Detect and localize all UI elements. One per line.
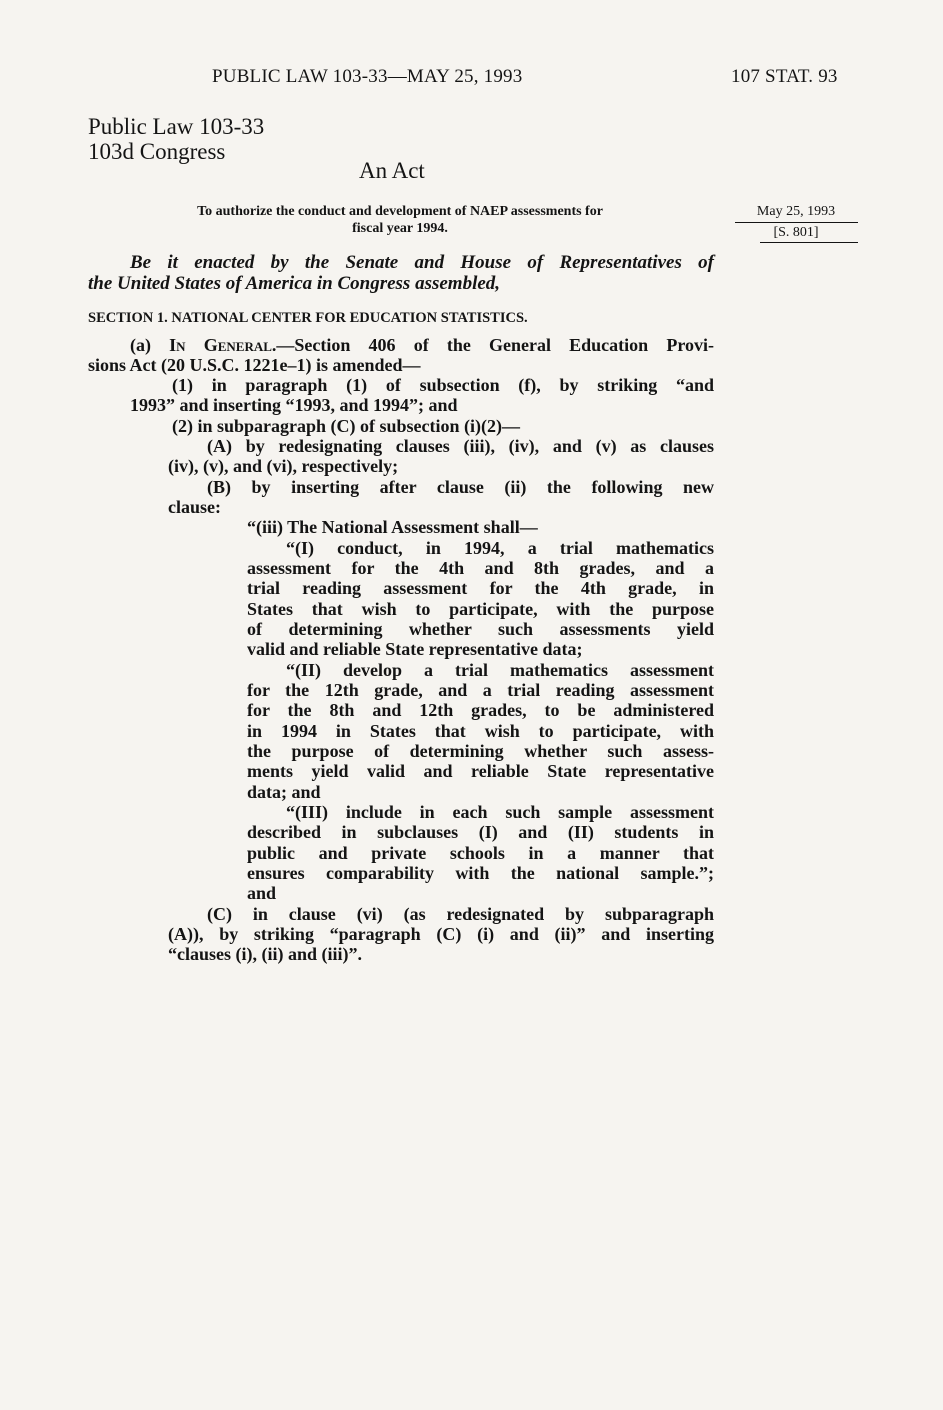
act-heading: An Act [359,158,425,183]
body-line: ensures comparability with the national sample.”; [247,863,714,883]
body-line: (1) in paragraph (1) of subsection (f), by striking “and [172,375,714,395]
body-line: (C) in clause (vi) (as redesignated by subparagraph [207,904,714,924]
subsection-heading: In General [169,335,272,355]
subsection-a-line [130,335,714,355]
body-line: described in subclauses (I) and (II) students in [247,822,714,842]
congress-label: 103d Congress [88,139,226,164]
margin-underline [760,242,858,243]
body-line: for the 12th grade, and a trial reading assessment [247,680,714,700]
subsection-text: .—Section 406 of the General Education Provi- [271,335,714,355]
body-line: “(II) develop a trial mathematics assessment [286,660,714,680]
running-header-left: PUBLIC LAW 103-33—MAY 25, 1993 [212,66,523,87]
body-line: (A)), by striking “paragraph (C) (i) and (ii)” and inserting [168,924,714,944]
body-line: 1993” and inserting “1993, and 1994”; and [130,395,458,415]
subsection-label: (a) [130,335,170,355]
body-line: “clauses (i), (ii) and (iii)”. [168,944,362,964]
body-line: clause: [168,497,221,517]
long-title-line-2: fiscal year 1994. [352,221,448,236]
page-number: 107 STAT. 93 [731,66,838,87]
enacting-clause-line-2: the United States of America in Congress assembled, [88,273,501,294]
body-line: for the 8th and 12th grades, to be administered [247,700,714,720]
body-line: (B) by inserting after clause (ii) the following new [207,477,714,497]
long-title [120,203,680,237]
public-law-number: Public Law 103-33 [88,114,265,139]
body-line: public and private schools in a manner that [247,843,714,863]
body-line: assessment for the 4th and 8th grades, and a [247,558,714,578]
body-line: “(I) conduct, in 1994, a trial mathematics [286,538,714,558]
body-line: of determining whether such assessments yield [247,619,714,639]
body-line: “(iii) The National Assessment shall— [247,517,538,537]
body-line: “(III) include in each such sample assessment [286,802,714,822]
body-line: and [247,883,277,903]
margin-bill-number: [S. 801] [773,225,819,240]
body-line: valid and reliable State representative data; [247,639,583,659]
body-line: trial reading assessment for the 4th grade, in [247,578,714,598]
body-line: in 1994 in States that wish to participate, with [247,721,714,741]
body-line: (iv), (v), and (vi), respectively; [168,456,399,476]
long-title-line-1: To authorize the conduct and development of NAEP assessments for [197,204,603,219]
enacting-clause-line-1: Be it enacted by the Senate and House of Representatives of [130,252,714,273]
body-line: (A) by redesignating clauses (iii), (iv), and (v) as clauses [207,436,714,456]
body-line: States that wish to participate, with the purpose [247,599,714,619]
margin-date: May 25, 1993 [756,204,836,219]
body-line: data; and [247,782,321,802]
body-line: ments yield valid and reliable State representative [247,761,714,781]
body-line: sions Act (20 U.S.C. 1221e–1) is amended— [88,355,421,375]
body-line: (2) in subparagraph (C) of subsection (i)(2)— [172,416,521,436]
body-line: the purpose of determining whether such assess- [247,741,714,761]
section-heading: SECTION 1. NATIONAL CENTER FOR EDUCATION STATISTICS. [88,310,528,326]
